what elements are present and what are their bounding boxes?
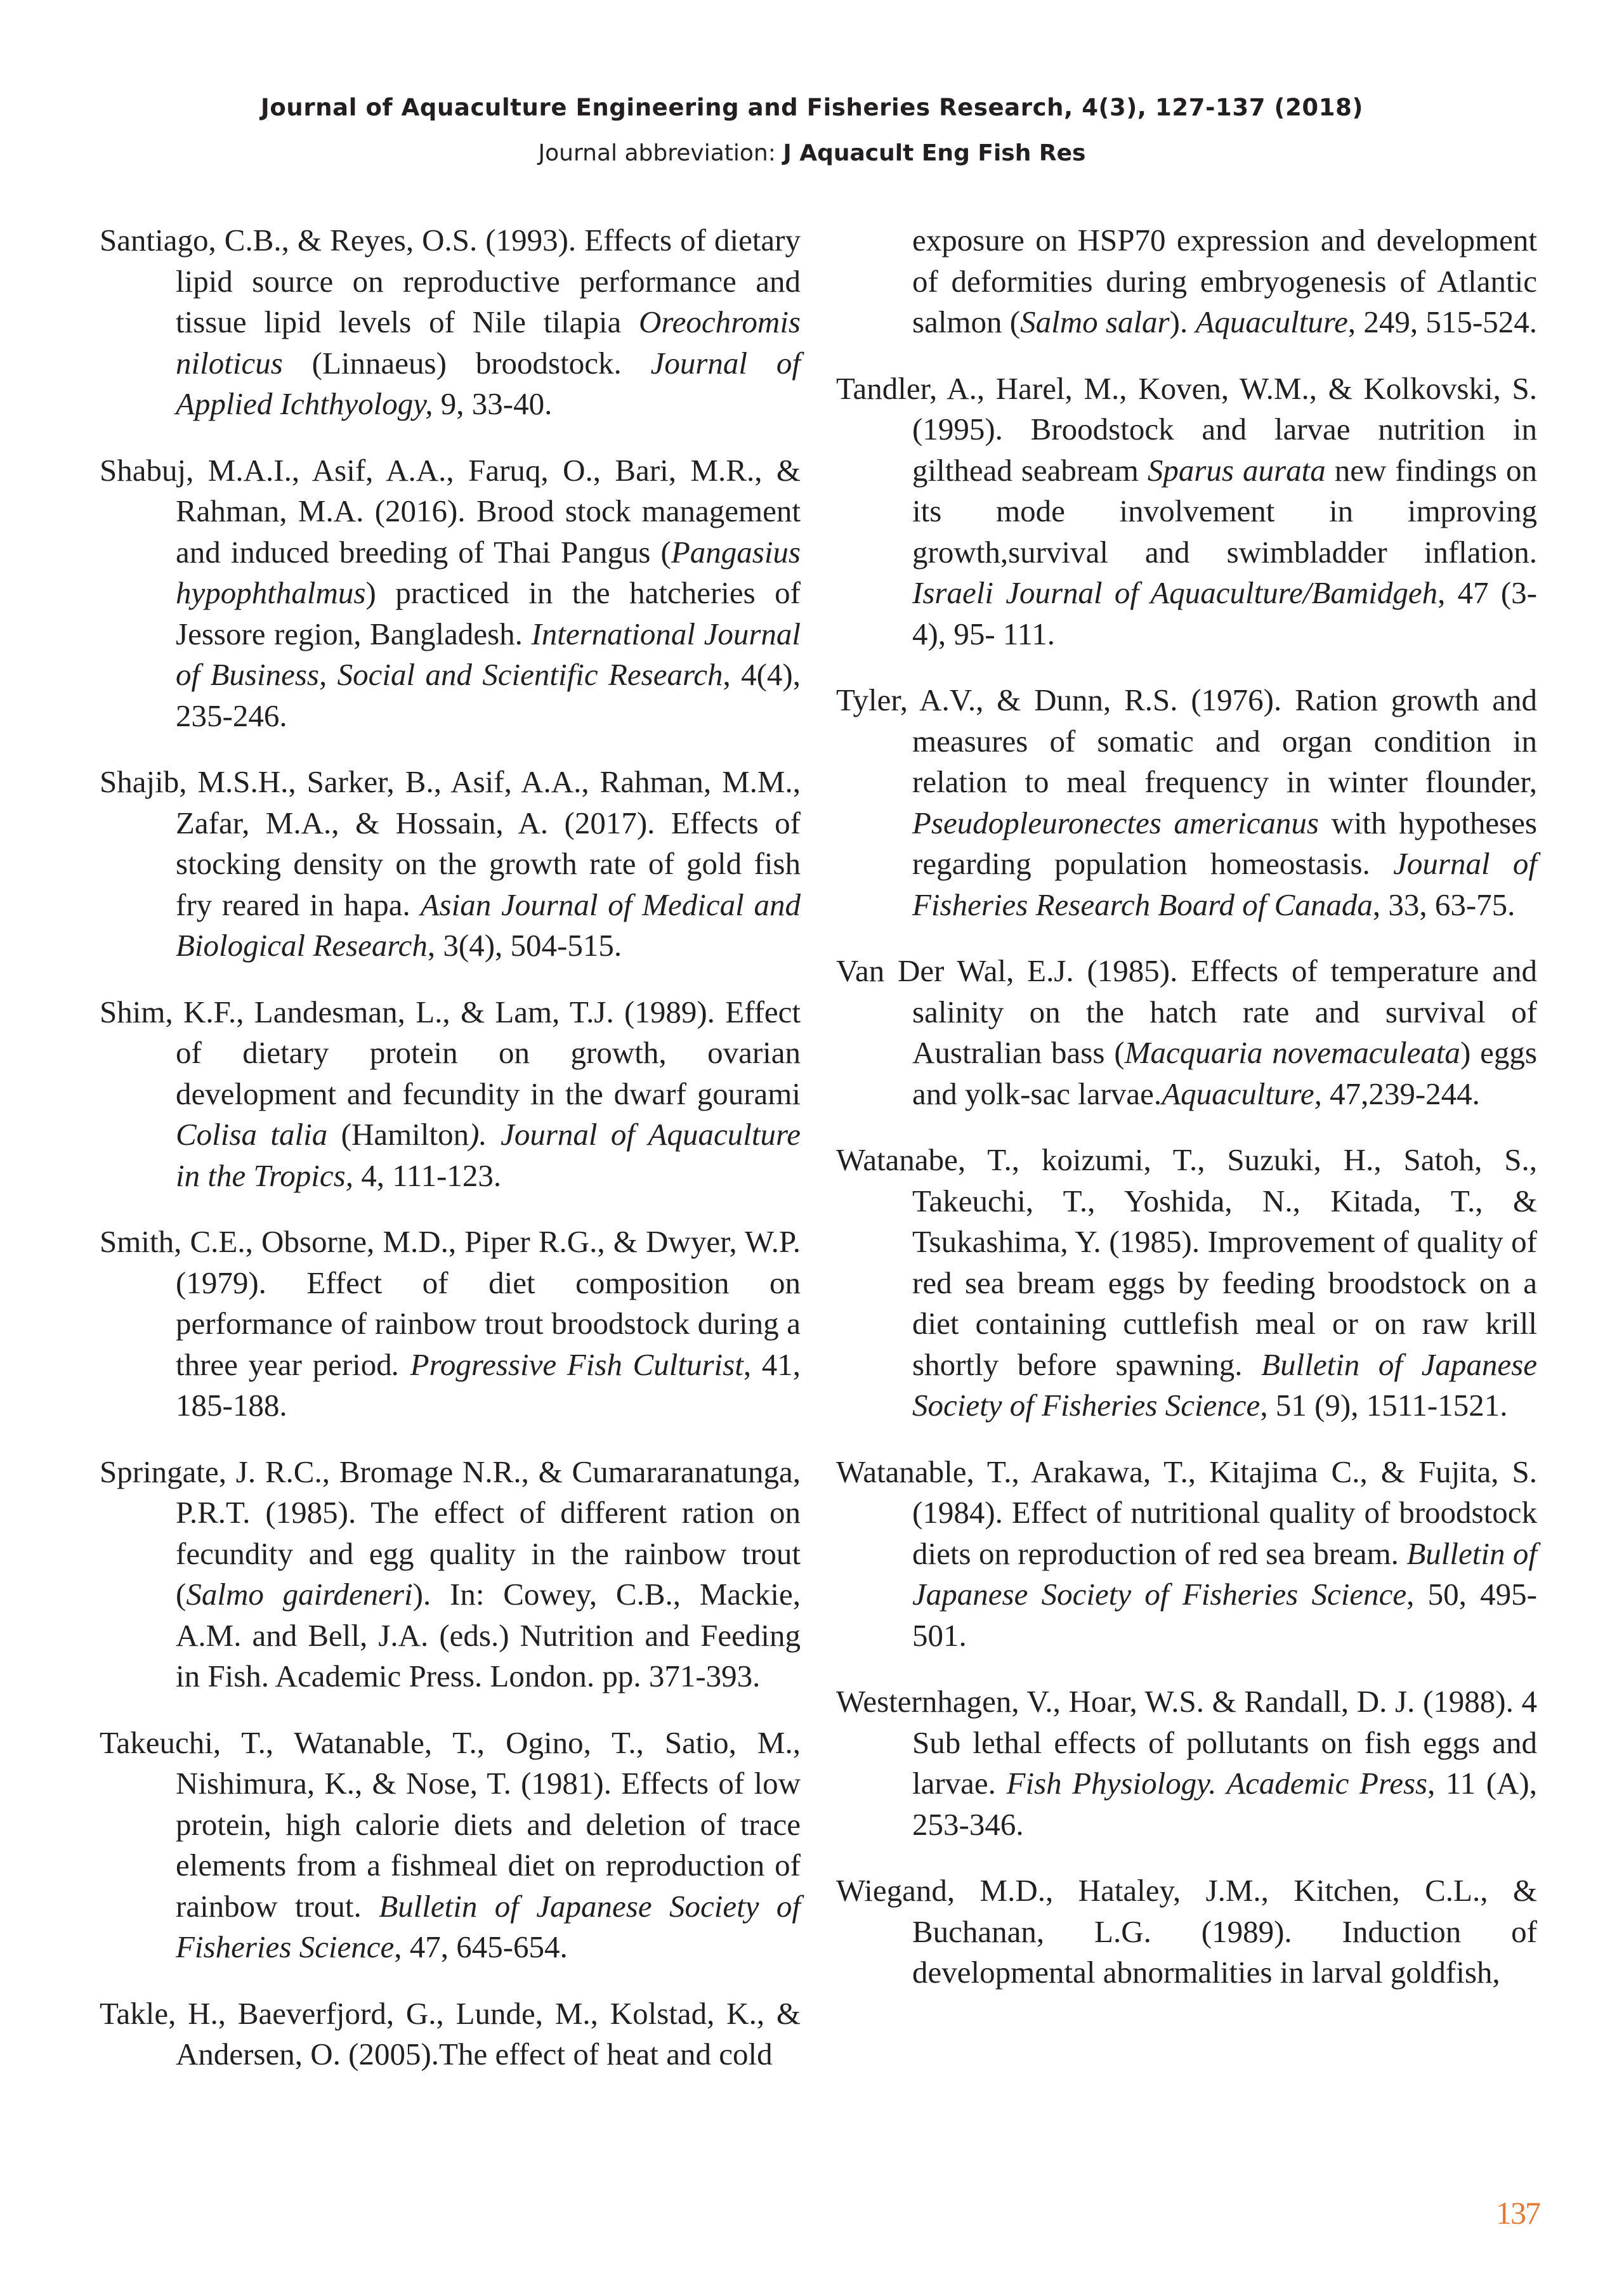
reference-text: , 47, 645-654. (394, 1929, 568, 1964)
reference-entry-westernhagen (836, 1681, 1537, 1845)
reference-text: 4, 111-123. (353, 1158, 502, 1193)
reference-italic-text: Colisa talia (176, 1117, 328, 1152)
reference-text: ). (1169, 304, 1196, 339)
reference-text: , 33, 63-75. (1372, 887, 1516, 922)
reference-entry-shabuj (100, 450, 801, 737)
reference-italic-text: Macquaria novemaculeata (1124, 1035, 1460, 1070)
reference-italic-text: Bulletin of Japanese Society of Fisheries Science (912, 1347, 1537, 1423)
reference-italic-text: Bulletin of Japanese Society of Fisheries Science (912, 1536, 1537, 1612)
reference-italic-text: Journal of Fisheries Research Board of Canada (912, 846, 1537, 922)
reference-italic-text: Fish Physiology. Academic Press (1006, 1766, 1428, 1801)
reference-text: Watanabe, T., koizumi, T., Suzuki, H., Satoh, S., Takeuchi, T., Yoshida, N., Kitada, T., & Tsukashima, Y. (1985). Improvement of quality of red sea bream eggs by feeding broodstock on a diet containing cuttlefish meal or on raw krill shortly before spawning. (836, 1142, 1537, 1382)
reference-text: , 3(4), 504-515. (427, 928, 622, 963)
journal-title: Journal of Aquaculture Engineering and Fisheries Research, 4(3), 127-137 (2018) (261, 94, 1363, 121)
reference-text: exposure on HSP70 expression and development of deformities during embryogenesis of Atlantic salmon ( (912, 223, 1537, 339)
reference-text: Shim, K.F., Landesman, L., & Lam, T.J. (1989). Effect of dietary protein on growth, ovarian development and fecundity in the dwarf gourami (100, 994, 801, 1111)
reference-text: , 4(4), 235-246. (176, 657, 801, 733)
reference-text: Tyler, A.V., & Dunn, R.S. (1976). Ration growth and measures of somatic and organ condition in relation to meal frequency in winter flounder, (836, 682, 1537, 799)
reference-text: , 50, 495-501. (912, 1577, 1537, 1653)
reference-text: , 47 (3-4), 95- 111. (912, 575, 1537, 651)
reference-entry-takle-cont (836, 220, 1537, 343)
journal-abbreviation-line (0, 134, 1624, 173)
reference-text: , 51 (9), 1511-1521. (1260, 1388, 1508, 1423)
reference-italic-text: Pseudopleuronectes americanus (912, 805, 1319, 840)
reference-italic-text: Salmo salar (1020, 304, 1170, 339)
reference-text: Shajib, M.S.H., Sarker, B., Asif, A.A., Rahman, M.M., Zafar, M.A., & Hossain, A. (2017). Effects of stocking density on the growth rate of gold fish fry reared in hapa. (100, 764, 801, 922)
reference-entry-shim (100, 992, 801, 1197)
abbreviation-value: J Aquacult Eng Fish Res (783, 140, 1086, 166)
reference-text: , 249, 515-524. (1347, 304, 1537, 339)
reference-text: ) practiced in the hatcheries of Jessore region, Bangladesh. (176, 575, 801, 651)
references-left-column (100, 220, 801, 2101)
reference-italic-text: Aquaculture, (1162, 1076, 1322, 1111)
reference-italic-text: Israeli Journal of Aquaculture/Bamidgeh (912, 575, 1438, 610)
reference-italic-text: Oreochromis niloticus (176, 304, 801, 381)
reference-text: Takle, H., Baeverfjord, G., Lunde, M., Kolstad, K., & Andersen, O. (2005).The effect of heat and cold (100, 1995, 801, 2071)
reference-text: Wiegand, M.D., Hataley, J.M., Kitchen, C.L., & Buchanan, L.G. (1989). Induction of developmental abnormalities in larval goldfish, (836, 1873, 1537, 1990)
reference-text: , 41, 185-188. (176, 1347, 801, 1423)
reference-text: with hypotheses regarding population homeostasis. (912, 805, 1537, 881)
reference-italic-text: Salmo gairdeneri (186, 1577, 413, 1612)
reference-text: Van Der Wal, E.J. (1985). Effects of temperature and salinity on the hatch rate and survival of Australian bass ( (836, 953, 1537, 1070)
reference-text: new findings on its mode involvement in improving growth,survival and swimbladder inflation. (912, 452, 1537, 570)
reference-italic-text: ). Journal of Aquaculture in the Tropics, (176, 1117, 801, 1193)
reference-entry-tyler (836, 680, 1537, 925)
reference-text: (Linnaeus) broodstock. (282, 345, 651, 381)
reference-text: 47,239-244. (1321, 1076, 1480, 1111)
reference-text: Santiago, C.B., & Reyes, O.S. (1993). Effects of dietary lipid source on reproductive performance and tissue lipid levels of Nile tilapia (100, 223, 801, 339)
reference-entry-vanderwal (836, 951, 1537, 1114)
reference-italic-text: International Journal of Business, Social and Scientific Research (176, 616, 801, 692)
reference-entry-takle (100, 1993, 801, 2075)
page-header (0, 89, 1624, 173)
reference-text: ). In: Cowey, C.B., Mackie, A.M. and Bell, J.A. (eds.) Nutrition and Feeding in Fish. Academic Press. London. pp. 371-393. (176, 1577, 801, 1693)
references-right-column (836, 220, 1537, 2019)
reference-italic-text: Journal of Applied Ichthyology, (176, 345, 801, 421)
reference-text: Watanable, T., Arakawa, T., Kitajima C., & Fujita, S. (1984). Effect of nutritional quality of broodstock diets on reproduction of red sea bream. (836, 1454, 1537, 1571)
reference-italic-text: Sparus aurata (1147, 452, 1326, 488)
reference-text: Takeuchi, T., Watanable, T., Ogino, T., Satio, M., Nishimura, K., & Nose, T. (1981). Effects of low protein, high calorie diets and deletion of trace elements from a fishmeal diet on reproduction of rainbow trout. (100, 1725, 801, 1924)
reference-text: ) eggs and yolk-sac larvae. (912, 1035, 1537, 1111)
reference-entry-watanable (836, 1452, 1537, 1657)
reference-entry-santiago (100, 220, 801, 425)
reference-italic-text: Aquaculture (1195, 304, 1348, 339)
reference-entry-takeuchi (100, 1723, 801, 1968)
reference-entry-wiegand (836, 1870, 1537, 1993)
reference-text: (Hamilton (327, 1117, 469, 1152)
reference-text: 9, 33-40. (433, 386, 553, 421)
reference-text: Westernhagen, V., Hoar, W.S. & Randall, D. J. (1988). 4 Sub lethal effects of pollutants on fish eggs and larvae. (836, 1684, 1537, 1801)
reference-text: , 11 (A), 253-346. (912, 1766, 1537, 1842)
reference-italic-text: Bulletin of Japanese Society of Fisheries Science (176, 1888, 801, 1964)
abbreviation-label: Journal abbreviation: (538, 140, 776, 166)
page-number: 137 (1496, 2195, 1540, 2231)
reference-text: Smith, C.E., Obsorne, M.D., Piper R.G., & Dwyer, W.P. (1979). Effect of diet composition on performance of rainbow trout broodstock during a three year period (100, 1224, 801, 1382)
reference-text: Shabuj, M.A.I., Asif, A.A., Faruq, O., Bari, M.R., & Rahman, M.A. (2016). Brood stock management and induced breeding of Thai Pangus ( (100, 452, 801, 570)
reference-italic-text: . Progressive Fish Culturist (391, 1347, 743, 1382)
reference-italic-text: Asian Journal of Medical and Biological Research (176, 887, 801, 963)
reference-entry-shajib (100, 762, 801, 967)
reference-text: Tandler, A., Harel, M., Koven, W.M., & Kolkovski, S. (1995). Broodstock and larvae nutrition in gilthead seabream (836, 370, 1537, 488)
reference-italic-text: Pangasius hypophthalmus (176, 534, 801, 610)
reference-entry-watanabe (836, 1140, 1537, 1426)
reference-entry-springate (100, 1452, 801, 1697)
reference-text: Springate, J. R.C., Bromage N.R., & Cumararanatunga, P.R.T. (1985). The effect of different ration on fecundity and egg quality in the rainbow trout ( (100, 1454, 801, 1612)
reference-entry-smith (100, 1222, 801, 1426)
reference-entry-tandler (836, 369, 1537, 655)
